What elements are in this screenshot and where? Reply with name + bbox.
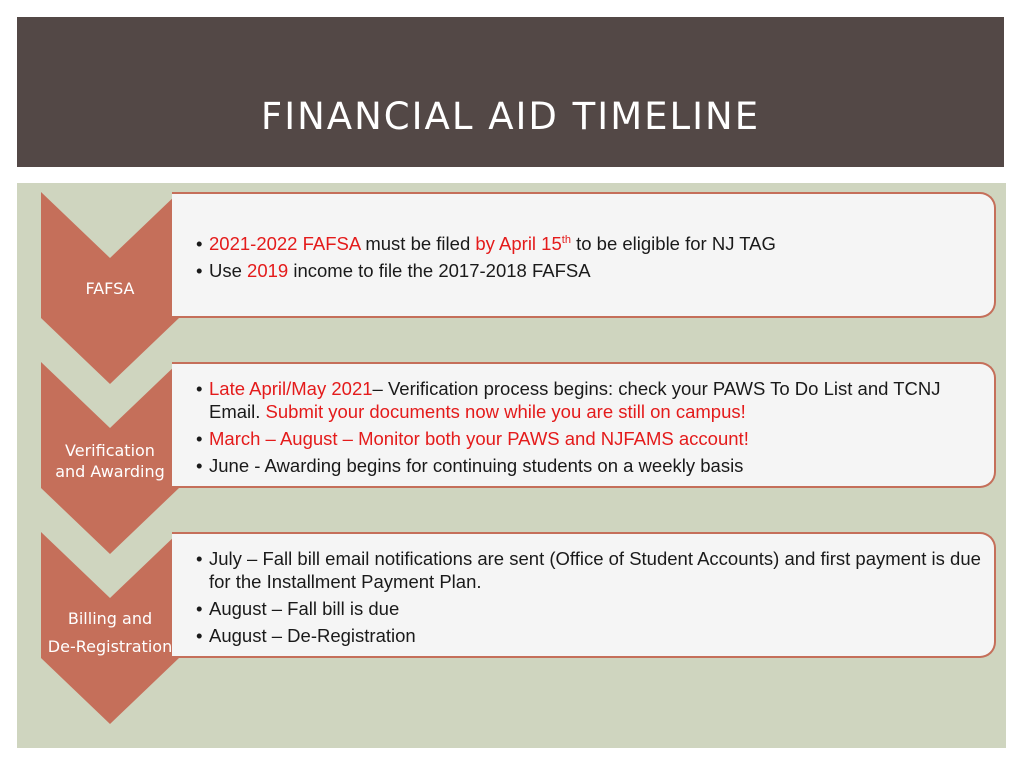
stage-box-billing (172, 532, 996, 658)
bullet-billing-august-due: • August – Fall bill is due (172, 597, 994, 620)
stage-box-verification (172, 362, 996, 488)
bullet-verification-monitor: • March – August – Monitor both your PAWS and NJFAMS account! (172, 427, 994, 450)
bullet-fafsa-income: • Use 2019 income to file the 2017-2018 FAFSA (172, 259, 994, 282)
bullet-verification-process: • Late April/May 2021– Verification process begins: check your PAWS To Do List and TCNJ Email. Submit your documents now while you are still on campus! (172, 377, 994, 423)
stage-label-billing: Billing and De-Registration (47, 609, 173, 656)
bullet-billing-deregistration: • August – De-Registration (172, 624, 994, 647)
bullet-verification-awarding: • June - Awarding begins for continuing students on a weekly basis (172, 454, 994, 477)
stage-label-verification: Verification and Awarding (55, 441, 165, 481)
stage-box-fafsa (172, 192, 996, 318)
bullet-billing-july: • July – Fall bill email notifications are sent (Office of Student Accounts) and first payment is due for the Installment Payment Plan. (172, 547, 994, 593)
slide-title: FINANCIAL AID TIMELINE (260, 95, 761, 138)
stage-label-fafsa: FAFSA (85, 279, 135, 298)
bullet-fafsa-deadline: • 2021-2022 FAFSA must be filed by April 15th to be eligible for NJ TAG (172, 232, 994, 255)
